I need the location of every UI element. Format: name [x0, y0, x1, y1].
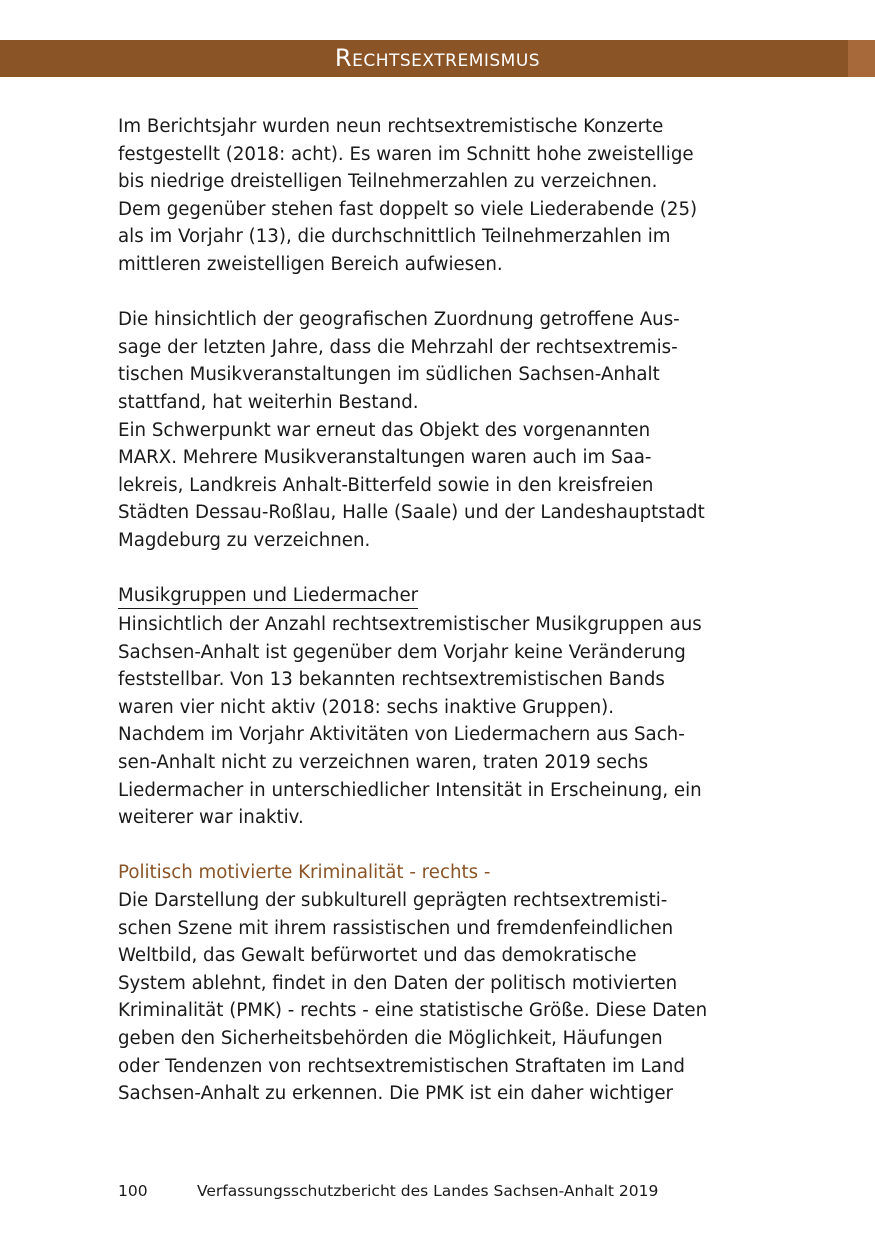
text-line: stattfand, hat weiterhin Bestand. — [118, 391, 419, 413]
text-line: Magdeburg zu verzeichnen. — [118, 529, 371, 551]
text-line: tischen Musikveranstaltungen im südlichen Sachsen-Anhalt — [118, 364, 660, 386]
text-line: Kriminalität (PMK) - rechts - eine statistische Größe. Diese Daten — [118, 1000, 708, 1022]
text-line: Die Darstellung der subkulturell geprägten rechtsextremisti- — [118, 890, 668, 912]
text-line: Die hinsichtlich der geografischen Zuordnung getroffene Aus- — [118, 309, 680, 331]
text-line: Sachsen-Anhalt ist gegenüber dem Vorjahr keine Veränderung — [118, 641, 686, 663]
text-line: Im Berichtsjahr wurden neun rechtsextremistische Konzerte — [118, 116, 664, 137]
text-line: weiterer war inaktiv. — [118, 807, 304, 829]
text-line: Sachsen-Anhalt zu erkennen. Die PMK ist ein daher wichtiger — [118, 1083, 674, 1105]
paragraph-geography — [118, 306, 768, 554]
text-line: sen-Anhalt nicht zu verzeichnen waren, traten 2019 sechs — [118, 752, 649, 774]
text-line: als im Vorjahr (13), die durchschnittlich Teilnehmerzahlen im — [118, 226, 671, 248]
text-line: lekreis, Landkreis Anhalt-Bitterfeld sowie in den kreisfreien — [118, 474, 654, 496]
text-line: Städten Dessau-Roßlau, Halle (Saale) und der Landeshauptstadt — [118, 502, 705, 524]
text-line: mittleren zweistelligen Bereich aufwiesen. — [118, 253, 503, 275]
section-heading-pmk: Politisch motivierte Kriminalität - rechts - — [118, 862, 491, 884]
text-line: waren vier nicht aktiv (2018: sechs inaktive Gruppen). — [118, 696, 614, 718]
paragraph-pmk — [118, 887, 768, 1108]
text-line: bis niedrige dreistelligen Teilnehmerzahlen zu verzeichnen. — [118, 171, 658, 193]
text-line: Ein Schwerpunkt war erneut das Objekt des vorgenannten — [118, 419, 651, 441]
text-line: oder Tendenzen von rechtsextremistischen Straftaten im Land — [118, 1055, 685, 1077]
paragraph-gap — [118, 555, 768, 583]
subheading-music-groups: Musikgruppen und Liedermacher — [118, 584, 418, 609]
body-text — [118, 113, 768, 1108]
page-number: 100 — [118, 1182, 148, 1200]
text-line: System ablehnt, findet in den Daten der politisch motivierten — [118, 972, 678, 994]
paragraph-concerts — [118, 113, 768, 279]
text-line: festgestellt (2018: acht). Es waren im Schnitt hohe zweistellige — [118, 143, 694, 165]
text-line: Weltbild, das Gewalt befürwortet und das demokratische — [118, 945, 637, 967]
text-line: Nachdem im Vorjahr Aktivitäten von Liedermachern aus Sach- — [118, 724, 685, 746]
text-line: MARX. Mehrere Musikveranstaltungen waren auch im Saa- — [118, 447, 652, 469]
chapter-header-bar — [0, 40, 875, 77]
text-line: geben den Sicherheitsbehörden die Möglichkeit, Häufungen — [118, 1028, 663, 1049]
chapter-title: Rechtsextremismus — [334, 44, 541, 72]
text-line: schen Szene mit ihrem rassistischen und fremdenfeindlichen — [118, 917, 674, 939]
paragraph-gap — [118, 832, 768, 860]
text-line: Dem gegenüber stehen fast doppelt so viele Liederabende (25) — [118, 198, 698, 220]
page-footer — [118, 1182, 658, 1200]
paragraph-gap — [118, 279, 768, 307]
text-line: feststellbar. Von 13 bekannten rechtsextremistischen Bands — [118, 669, 665, 691]
text-line: sage der letzten Jahre, dass die Mehrzahl der rechtsextremis- — [118, 336, 678, 358]
text-line: Hinsichtlich der Anzahl rechtsextremistischer Musikgruppen aus — [118, 614, 702, 636]
text-line: Liedermacher in unterschiedlicher Intensität in Erscheinung, ein — [118, 779, 702, 801]
publication-title: Verfassungsschutzbericht des Landes Sachsen-Anhalt 2019 — [196, 1182, 659, 1200]
paragraph-music-groups — [118, 611, 768, 832]
